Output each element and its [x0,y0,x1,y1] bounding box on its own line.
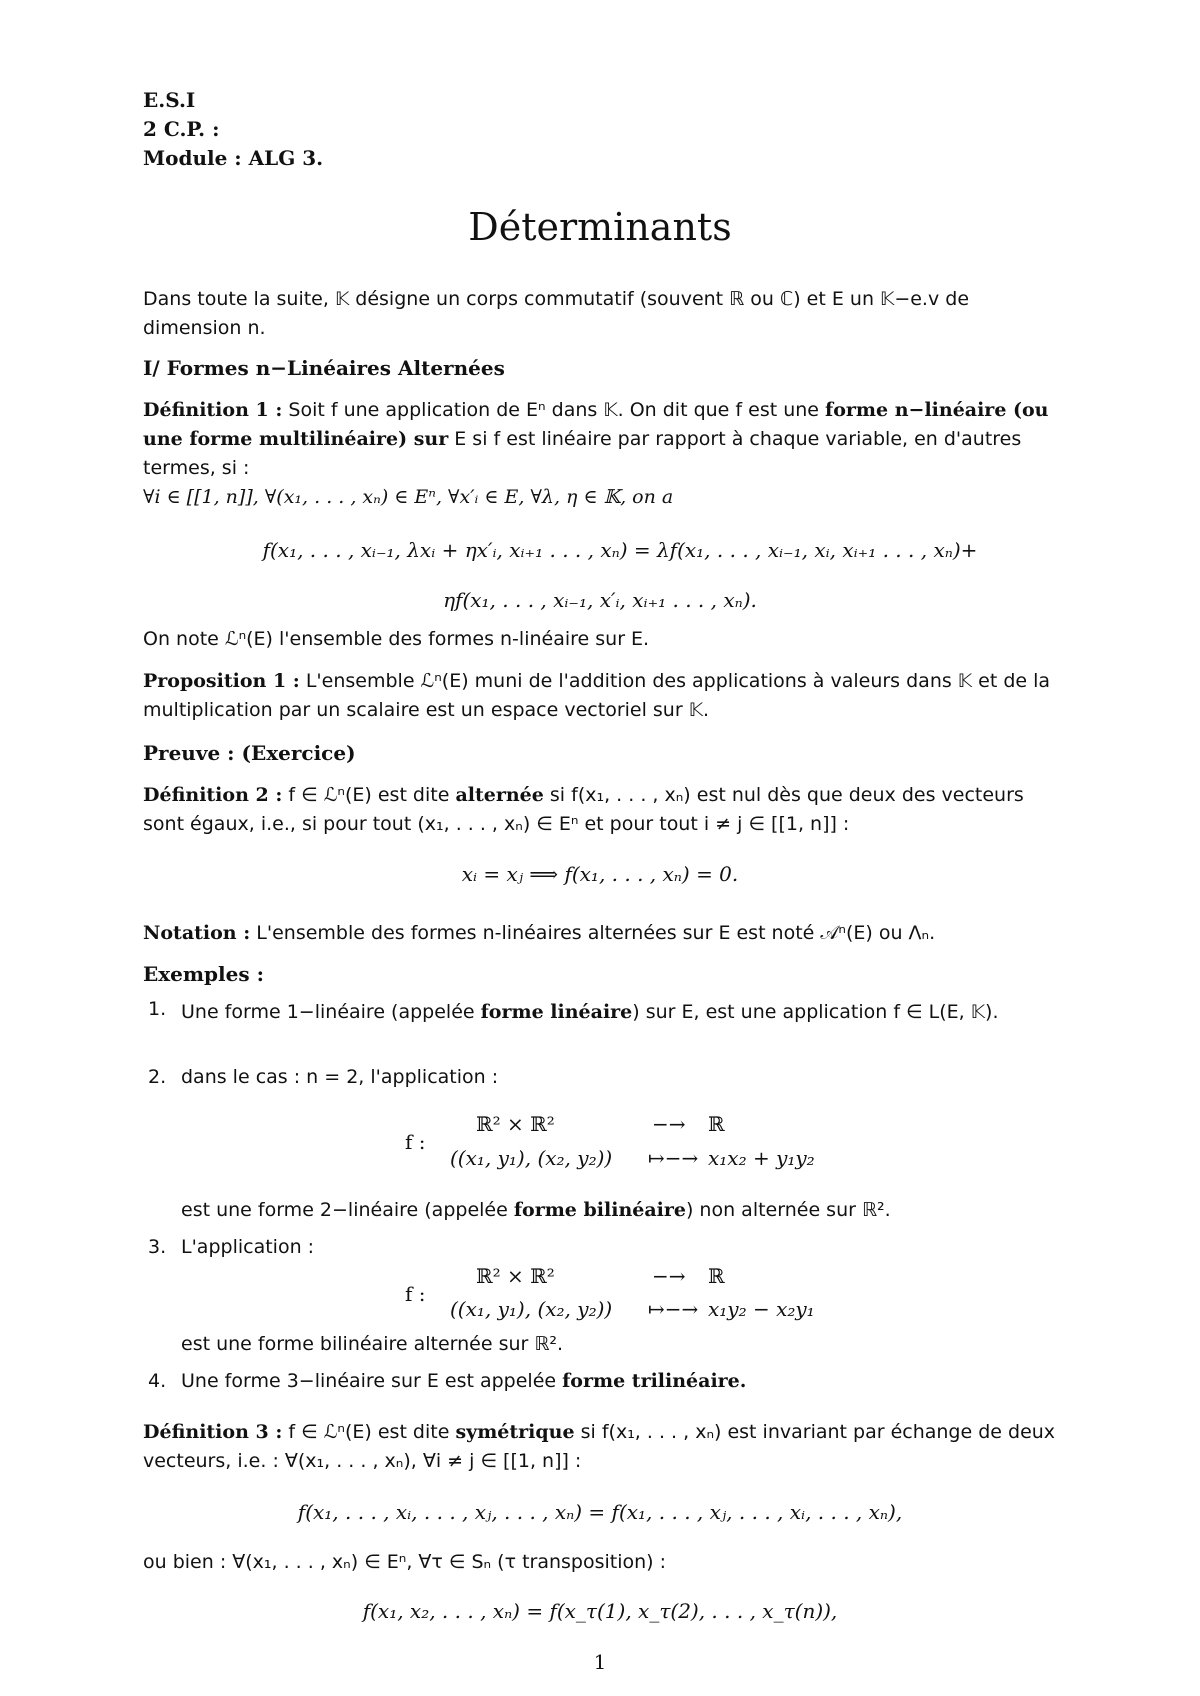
definition-1-quantifiers: ∀i ∈ [[1, n]], ∀(x₁, . . . , xₙ) ∈ Eⁿ, ∀x′ᵢ ∈ E, ∀λ, η ∈ 𝕂, on a [143,486,674,508]
example-2-after-text: est une forme 2−linéaire (appelée [181,1199,508,1221]
proposition-1-text: L'ensemble ℒⁿ(E) muni de l'addition des applications à valeurs dans 𝕂 et de la multiplication par un scalaire est un espace vectoriel sur 𝕂. [143,670,1051,721]
proof-label: Preuve : (Exercice) [143,741,356,765]
map-2-element: ((x₁, y₁), (x₂, y₂)) [450,1146,613,1170]
notation-text: L'ensemble des formes n-linéaires alternées sur E est noté 𝒜ⁿ(E) ou Λₙ. [256,922,936,944]
proposition-1-label: Proposition 1 : [143,670,300,692]
equation-alternating: xᵢ = xⱼ ⟹ f(x₁, . . . , xₙ) = 0. [461,862,739,886]
header-class: 2 C.P. : [143,117,220,141]
example-3-number: 3. [148,1236,167,1258]
notation-label: Notation : [143,922,251,944]
map-3-codomain: ℝ [708,1264,725,1288]
example-1-number: 1. [148,998,167,1020]
definition-3-label: Définition 3 : [143,1421,283,1443]
example-4-number: 4. [148,1370,167,1392]
equation-linearity-2: ηf(x₁, . . . , xᵢ₋₁, x′ᵢ, xᵢ₊₁ . . . , xₙ). [443,588,757,612]
map-3-image: x₁y₂ − x₂y₁ [708,1297,815,1321]
examples-label: Exemples : [143,962,264,986]
map-3-element: ((x₁, y₁), (x₂, y₂)) [450,1297,613,1321]
map-3-arrow: −→ [652,1264,686,1288]
definition-3-bold: symétrique [455,1421,575,1443]
example-4-text: Une forme 3−linéaire sur E est appelée [181,1370,557,1392]
example-1 [181,998,1061,1027]
page-title: Déterminants [468,205,732,249]
example-1-text: Une forme 1−linéaire (appelée [181,1001,475,1023]
map-2-domain: ℝ² × ℝ² [476,1112,555,1136]
example-2-after [181,1199,1061,1221]
header-school: E.S.I [143,88,196,112]
example-2-text: dans le cas : n = 2, l'application : [181,1066,499,1088]
example-1-text-2: ) sur E, est une application f ∈ L(E, 𝕂). [632,1001,999,1023]
equation-symmetric: f(x₁, . . . , xᵢ, . . . , xⱼ, . . . , xₙ) = f(x₁, . . . , xⱼ, . . . , xᵢ, . . . , xₙ), [297,1500,903,1524]
definition-2-text-2: si f(x₁, . . . , xₙ) est nul dès que deux des vecteurs sont égaux, i.e., si pour tout (x₁, . . . , xₙ) ∈ Eⁿ et pour tout i ≠ j ∈ [[1, n]] : [143,784,1024,835]
example-3-text: L'application : [181,1236,315,1258]
definition-3 [143,1418,1063,1476]
definition-1-text-2: E si f est linéaire par rapport à chaque variable, en d'autres termes, si : [143,428,1022,479]
definition-2 [143,781,1063,839]
intro-paragraph: Dans toute la suite, 𝕂 désigne un corps commutatif (souvent ℝ ou ℂ) et E un 𝕂−e.v de dimension n. [143,288,970,339]
example-1-bold: forme linéaire [480,1001,633,1023]
definition-1-bold: forme n−linéaire (ou une forme multilinéaire) sur [143,399,1049,450]
definition-3-or: ou bien : ∀(x₁, . . . , xₙ) ∈ Eⁿ, ∀τ ∈ Sₙ (τ transposition) : [143,1551,667,1573]
definition-1-text: Soit f une application de Eⁿ dans 𝕂. On dit que f est une [288,399,819,421]
example-4-bold: forme trilinéaire. [562,1370,747,1392]
definition-2-bold: alternée [455,784,544,806]
map-3-mapsto: ↦−→ [648,1297,699,1321]
example-4 [181,1370,1061,1392]
map-3-domain: ℝ² × ℝ² [476,1264,555,1288]
notation [143,922,1063,944]
definition-1-label: Définition 1 : [143,399,283,421]
example-2-number: 2. [148,1066,167,1088]
map-3-f: f : [405,1282,426,1306]
example-3-after: est une forme bilinéaire alternée sur ℝ². [181,1333,564,1355]
proposition-1 [143,667,1063,725]
page-number: 1 [593,1650,607,1674]
map-2-image: x₁x₂ + y₁y₂ [708,1146,815,1170]
equation-linearity-1: f(x₁, . . . , xᵢ₋₁, λxᵢ + ηx′ᵢ, xᵢ₊₁ . . . , xₙ) = λf(x₁, . . . , xᵢ₋₁, xᵢ, xᵢ₊₁ . . . , xₙ)+ [262,538,978,562]
definition-2-text: f ∈ ℒⁿ(E) est dite [288,784,450,806]
header-module: Module : ALG 3. [143,146,324,170]
definition-3-text-2: si f(x₁, . . . , xₙ) est invariant par échange de deux vecteurs, i.e. : ∀(x₁, . . . , xₙ), ∀i ≠ j ∈ [[1, n]] : [143,1421,1056,1472]
section-heading: I/ Formes n−Linéaires Alternées [143,356,505,380]
definition-2-label: Définition 2 : [143,784,283,806]
definition-3-text: f ∈ ℒⁿ(E) est dite [288,1421,450,1443]
equation-transposition: f(x₁, x₂, . . . , xₙ) = f(x_τ(1), x_τ(2), . . . , x_τ(n)), [362,1599,838,1623]
map-2-arrow: −→ [652,1112,686,1136]
note-ln: On note ℒⁿ(E) l'ensemble des formes n-linéaire sur E. [143,628,650,650]
example-2-after-bold: forme bilinéaire [513,1199,686,1221]
example-2-after-text-2: ) non alternée sur ℝ². [685,1199,891,1221]
definition-1 [143,396,1063,512]
map-2-mapsto: ↦−→ [648,1146,699,1170]
map-2-f: f : [405,1130,426,1154]
map-2-codomain: ℝ [708,1112,725,1136]
